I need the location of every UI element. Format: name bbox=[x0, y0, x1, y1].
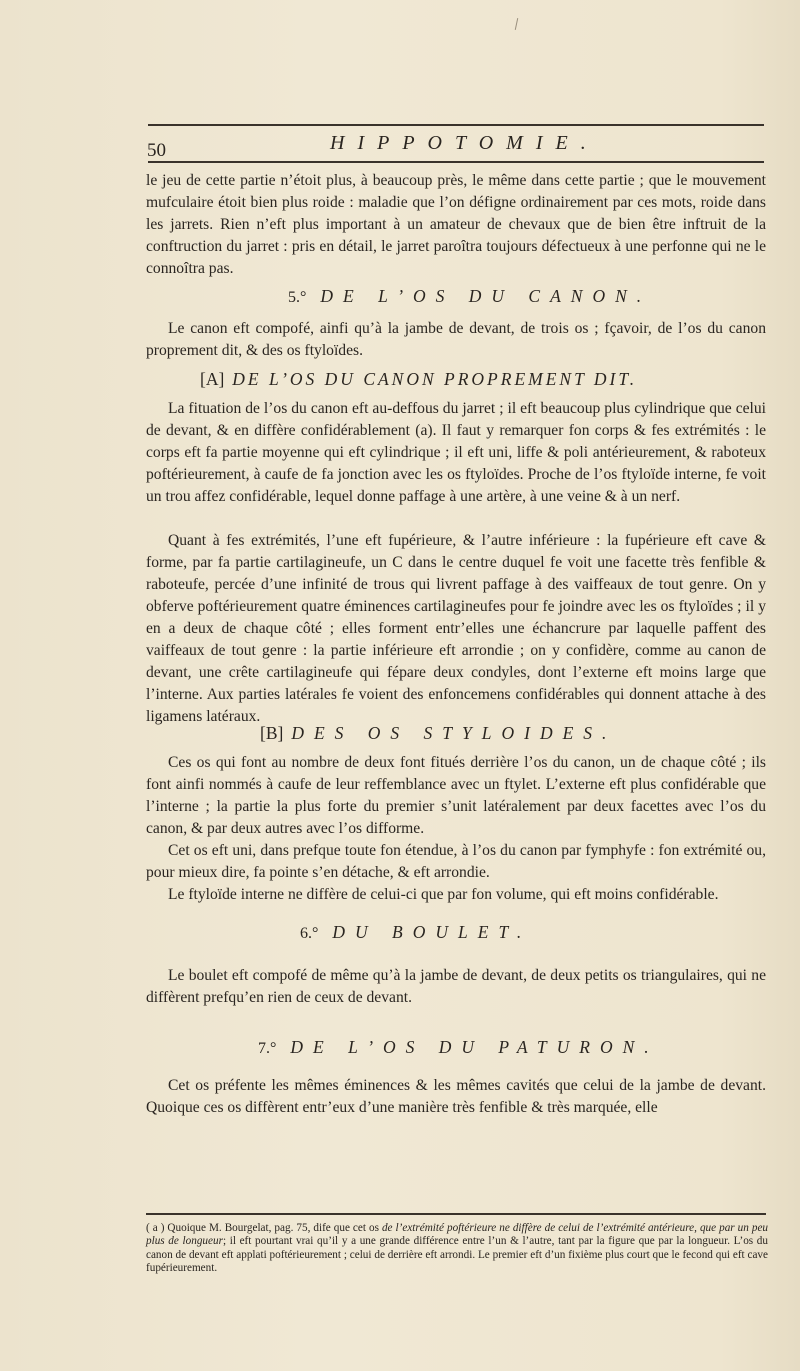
subsection-heading-a bbox=[200, 369, 637, 390]
section-number: 6.° bbox=[300, 925, 319, 942]
paragraph-text: le jeu de cette partie n’étoit plus, à beaucoup près, le même dans cette partie ; que le mouvement mufculaire étoit bien plus roide : maladie que l’on défigne ordinairement par ces mots, roide dans les jarrets. Rien n’eft plus important à un amateur de chevaux que de bien être inftruit de la conftruction du jarret : pris en détail, le jarret paroîtra toujours défectueux à une perfonne qui ne le connoîtra pas. bbox=[146, 172, 766, 277]
page-number: 50 bbox=[147, 140, 166, 161]
subsection-heading-b bbox=[260, 723, 616, 744]
footnote-lead: ( a ) Quoique M. Bourgelat, pag. 75, dife que cet os bbox=[146, 1222, 379, 1234]
paragraph-text: Cet os préfente les mêmes éminences & les mêmes cavités que celui de la jambe de devant. Quoique ces os diffèrent entr’eux d’une manière très fenfible & très marquée, elle bbox=[146, 1077, 766, 1116]
footnote-text bbox=[146, 1222, 768, 1276]
footnote-rest: ; il eft pourtant vrai qu’il y a une grande différence entre l’un & l’autre, tant par la figure que par la longueur. L’os du canon de devant eft applati poftérieurement ; celui de derrière eft arrondi. Le premier eft d’un fixième plus court que le fecond qui eft cave fupérieurement. bbox=[146, 1235, 768, 1275]
paragraph-styloide-externe bbox=[146, 840, 766, 884]
paragraph-text: Le canon eft compofé, ainfi qu’à la jambe de devant, de trois os ; fçavoir, de l’os du canon proprement dit, & des os ftyloïdes. bbox=[146, 320, 766, 359]
subsection-marker: [A] bbox=[200, 369, 225, 389]
ink-mark bbox=[515, 18, 518, 30]
paragraph-text: Ces os qui font au nombre de deux font fitués derrière l’os du canon, un de chaque côté ; ils font ainfi nommés à caufe de leur reffemblance avec un ftylet. L’externe eft plus confidérable que l’interne ; la partie la plus forte du premier s’unit latéralement par deux facettes avec l’os du canon, & par deux autres avec l’os difforme. bbox=[146, 754, 766, 837]
paragraph-text: Le boulet eft compofé de même qu’à la jambe de devant, de deux petits os triangulaires, qui ne diffèrent prefqu’en rien de ceux de devant. bbox=[146, 967, 766, 1006]
paragraph-canon-composition bbox=[146, 318, 766, 362]
paragraph-canon-situation bbox=[146, 398, 766, 508]
paragraph-text: Cet os eft uni, dans prefque toute fon étendue, à l’os du canon par fymphyfe : fon extrémité ou, pour mieux dire, fa pointe s’en détache, & eft arrondie. bbox=[146, 842, 766, 881]
section-number: 7.° bbox=[258, 1040, 277, 1057]
subsection-title: DES OS STYLOIDES. bbox=[291, 723, 617, 743]
paragraph-styloides bbox=[146, 752, 766, 840]
paragraph-text: La fituation de l’os du canon eft au-deffous du jarret ; il eft beaucoup plus cylindrique que celui de devant, & en diffère confidérablement (a). Il faut y remarquer fon corps & fes extrémités : le corps eft fa partie moyenne qui eft cylindrique ; il eft uni, liffe & poli antérieurement, & raboteux poftérieurement, à caufe de fa jonction avec les os ftyloïdes. Proche de l’os ftyloïde interne, fe voit un trou affez confidérable, lequel donne paffage à une artère, à une veine & à un nerf. bbox=[146, 400, 766, 505]
paragraph-styloide-interne bbox=[146, 884, 766, 906]
paragraph-text: Quant à fes extrémités, l’une eft fupérieure, & l’autre inférieure : la fupérieure eft cave & forme, par fa partie cartilagineufe, un C dans le centre duquel fe voit une facette très fenfible & raboteufe, percée d’une infinité de trous qui livrent paffage à des vaiffeaux de tout genre. On y obferve poftérieurement quatre éminences cartilagineufes pour fe joindre avec les os ftyloïdes ; il y en a deux de chaque côté ; elles forment entr’elles une échancrure par laquelle paffent des vaiffeaux de tout genre : la partie inférieure eft arrondie ; on y confidère, comme au canon de devant, une crête cartilagineufe qui fépare deux condyles, dont l’externe eft moins large que l’interne. Aux parties latérales fe voient des enfoncemens confidérables qui donnent attache à des ligamens latéraux. bbox=[146, 532, 766, 725]
section-heading-paturon bbox=[258, 1037, 659, 1058]
section-heading-boulet bbox=[300, 922, 531, 943]
header-bottom-rule bbox=[148, 161, 764, 163]
section-heading-os-du-canon bbox=[288, 286, 651, 307]
paragraph-boulet bbox=[146, 965, 766, 1009]
section-title: DE L’OS DU PATURON. bbox=[290, 1037, 659, 1057]
section-title: DE L’OS DU CANON. bbox=[320, 286, 652, 306]
paragraph-paturon bbox=[146, 1075, 766, 1119]
subsection-title: DE L’OS DU CANON PROPREMENT DIT. bbox=[232, 369, 638, 389]
footnote-rule bbox=[146, 1213, 766, 1215]
section-title: DU BOULET. bbox=[332, 922, 532, 942]
running-title: HIPPOTOMIE. bbox=[330, 132, 599, 154]
paragraph-jarret-conclusion bbox=[146, 170, 766, 280]
subsection-marker: [B] bbox=[260, 723, 284, 743]
footnote-quote: de l’extrémité poftérieure ne diffère de celui de l’extrémité antérieure, que par un peu plus de longueur bbox=[146, 1222, 769, 1248]
footnote-a bbox=[146, 1222, 768, 1276]
paragraph-text: Le ftyloïde interne ne diffère de celui-ci que par fon volume, qui eft moins confidérable. bbox=[168, 886, 719, 903]
header-top-rule bbox=[148, 124, 764, 126]
paragraph-canon-extremites bbox=[146, 530, 766, 728]
section-number: 5.° bbox=[288, 289, 307, 306]
